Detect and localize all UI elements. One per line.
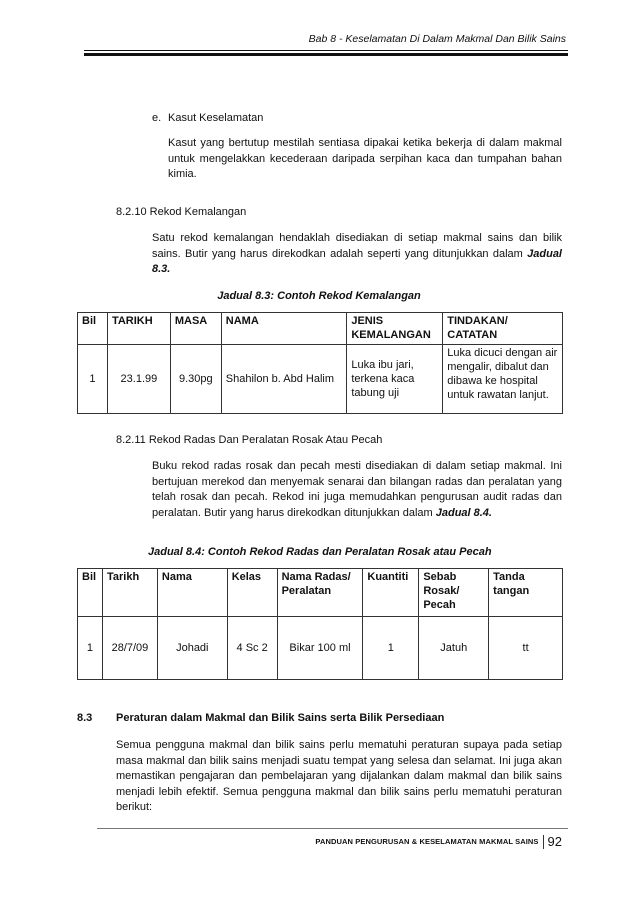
- section-8-3-title: Peraturan dalam Makmal dan Bilik Sains serta Bilik Persediaan: [116, 712, 445, 724]
- cell: 1: [78, 345, 108, 414]
- header-rule-thick: [84, 53, 568, 56]
- table-row: [78, 617, 563, 680]
- cell: Jatuh: [419, 617, 489, 680]
- header-cell: Kelas: [227, 569, 277, 617]
- item-e-body: Kasut yang bertutup mestilah sentiasa dipakai ketika bekerja di dalam makmal untuk mengelakkan kecederaan daripada serpihan kaca dan tumpahan bahan kimia.: [168, 137, 562, 180]
- header-cell: NAMA: [221, 313, 347, 345]
- table-8-4: [77, 568, 563, 680]
- cell: tt: [489, 617, 563, 680]
- header-cell: Nama Radas/ Peralatan: [277, 569, 363, 617]
- cell: 23.1.99: [107, 345, 170, 414]
- header-cell: Sebab Rosak/ Pecah: [419, 569, 489, 617]
- item-e-label: e.: [152, 112, 162, 124]
- section-8-2-10-text: Satu rekod kemalangan hendaklah disediakan di setiap makmal sains dan bilik sains. Butir yang harus direkodkan adalah seperti yang ditunjukkan dalam: [152, 232, 562, 260]
- cell: 4 Sc 2: [227, 617, 277, 680]
- item-e-title: Kasut Keselamatan: [168, 112, 264, 124]
- footer-separator: [543, 835, 544, 849]
- header-rule-thin: [84, 50, 568, 51]
- table-8-3-header-row: [78, 313, 563, 345]
- footer-rule: [97, 828, 568, 829]
- header-cell: TINDAKAN/ CATATAN: [443, 313, 563, 345]
- table-8-3-caption: Jadual 8.3: Contoh Rekod Kemalangan: [217, 290, 421, 302]
- section-8-3-number: 8.3: [77, 712, 93, 724]
- section-8-2-11-heading: 8.2.11 Rekod Radas Dan Peralatan Rosak Atau Pecah: [116, 434, 383, 446]
- header-cell: Kuantiti: [363, 569, 419, 617]
- cell: 9.30pg: [170, 345, 221, 414]
- header-cell: Tanda tangan: [489, 569, 563, 617]
- table-ref-8-4: Jadual 8.4.: [435, 506, 492, 519]
- header-cell: Nama: [157, 569, 227, 617]
- header-cell: TARIKH: [107, 313, 170, 345]
- running-header: Bab 8 - Keselamatan Di Dalam Makmal Dan Bilik Sains: [308, 33, 566, 45]
- section-8-2-11-text: Buku rekod radas rosak dan pecah mesti disediakan di dalam setiap makmal. Ini bertujuan merekod dan menyemak senarai dan bilangan radas dan peralatan yang telah rosak dan pecah. Rekod ini juga memudahkan pengurusan audit radas dan peralatan. Butir yang harus direkodkan ditunjukkan dalam: [152, 460, 562, 519]
- table-8-4-caption: Jadual 8.4: Contoh Rekod Radas dan Peralatan Rosak atau Pecah: [148, 546, 492, 558]
- table-row: [78, 345, 563, 414]
- table-ref-8-3: Jadual 8.3.: [152, 247, 562, 275]
- header-cell: Tarikh: [102, 569, 157, 617]
- header-cell: MASA: [170, 313, 221, 345]
- header-cell: JENIS KEMALANGAN: [347, 313, 443, 345]
- cell: 28/7/09: [102, 617, 157, 680]
- table-8-3: [77, 312, 563, 414]
- section-8-2-11-body: [152, 459, 562, 521]
- page-number: 92: [547, 834, 562, 849]
- header-cell: Bil: [78, 569, 103, 617]
- section-8-2-10-body: [152, 231, 562, 278]
- cell: Bikar 100 ml: [277, 617, 363, 680]
- cell: 1: [363, 617, 419, 680]
- page-footer: [315, 834, 562, 849]
- section-8-2-10-heading: 8.2.10 Rekod Kemalangan: [116, 206, 247, 218]
- cell: Luka ibu jari, terkena kaca tabung uji: [347, 345, 443, 414]
- cell: Shahilon b. Abd Halim: [221, 345, 347, 414]
- table-8-4-header-row: [78, 569, 563, 617]
- cell: 1: [78, 617, 103, 680]
- cell: Luka dicuci dengan air mengalir, dibalut dan dibawa ke hospital untuk rawatan lanjut.: [443, 345, 563, 414]
- header-cell: Bil: [78, 313, 108, 345]
- footer-title: PANDUAN PENGURUSAN & KESELAMATAN MAKMAL SAINS: [315, 837, 539, 846]
- section-8-3-body: Semua pengguna makmal dan bilik sains perlu mematuhi peraturan supaya pada setiap masa makmal dan bilik sains menjadi suatu tempat yang selesa dan selamat. Ini juga akan memastikan pengajaran dan pembelajaran yang dijalankan dalam makmal dan bilik sains menjadi lebih efektif. Semua pengguna makmal dan bilik sains perlu mematuhi peraturan berikut:: [116, 739, 562, 813]
- cell: Johadi: [157, 617, 227, 680]
